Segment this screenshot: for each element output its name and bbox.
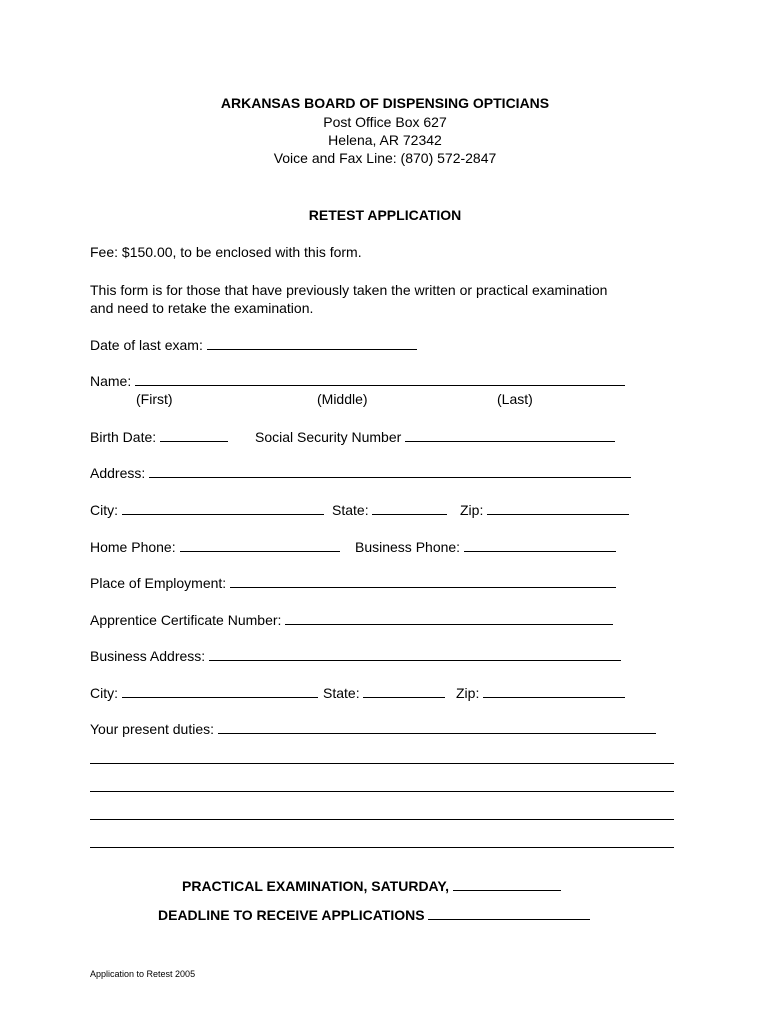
deadline-row (158, 906, 590, 923)
place-employment-label: Place of Employment: (90, 575, 227, 591)
state-field[interactable] (372, 501, 447, 515)
business-address-field[interactable] (209, 647, 621, 661)
city2-field[interactable] (122, 684, 318, 698)
name-row (90, 372, 625, 389)
place-employment-field[interactable] (230, 574, 616, 588)
intro-line2: and need to retake the examination. (90, 300, 314, 316)
name-first-caption: (First) (136, 391, 173, 407)
city2-label: City: (90, 685, 118, 701)
birth-date-row (90, 428, 228, 445)
duties-line-5[interactable] (90, 847, 674, 848)
footer-text: Application to Retest 2005 (90, 969, 196, 979)
city-field[interactable] (122, 501, 324, 515)
address-field[interactable] (149, 464, 631, 478)
home-phone-field[interactable] (180, 538, 340, 552)
zip2-field[interactable] (483, 684, 625, 698)
ssn-label: Social Security Number (255, 429, 402, 445)
date-last-exam-row (90, 336, 417, 353)
intro-line1: This form is for those that have previously taken the written or practical examination (90, 282, 608, 298)
org-address-line2: Helena, AR 72342 (328, 132, 442, 148)
address-row (90, 464, 631, 481)
deadline-date-field[interactable] (428, 906, 590, 920)
city2-row (90, 684, 318, 701)
business-address-label: Business Address: (90, 648, 206, 664)
form-title: RETEST APPLICATION (308, 207, 462, 223)
org-address-line1: Post Office Box 627 (323, 114, 447, 130)
apprentice-cert-field[interactable] (285, 611, 613, 625)
deadline-label: DEADLINE TO RECEIVE APPLICATIONS (158, 907, 425, 923)
apprentice-cert-label: Apprentice Certificate Number: (90, 612, 282, 628)
duties-line-3[interactable] (90, 791, 674, 792)
org-name: ARKANSAS BOARD OF DISPENSING OPTICIANS (220, 95, 550, 111)
business-address-row (90, 647, 621, 664)
duties-line-2[interactable] (90, 763, 674, 764)
zip-row (460, 501, 629, 518)
name-middle-caption: (Middle) (317, 391, 368, 407)
business-phone-label: Business Phone: (355, 539, 461, 555)
duties-row (90, 720, 656, 737)
fee-text: Fee: $150.00, to be enclosed with this form. (90, 244, 362, 260)
home-phone-row (90, 538, 340, 555)
city-row (90, 501, 324, 518)
address-label: Address: (90, 465, 146, 481)
place-employment-row (90, 574, 616, 591)
state2-label: State: (323, 685, 360, 701)
name-last-caption: (Last) (497, 391, 533, 407)
name-label: Name: (90, 373, 132, 389)
ssn-row (255, 428, 615, 445)
home-phone-label: Home Phone: (90, 539, 176, 555)
duties-line-4[interactable] (90, 819, 674, 820)
duties-field[interactable] (218, 720, 656, 734)
business-phone-field[interactable] (464, 538, 616, 552)
date-last-exam-field[interactable] (207, 336, 417, 350)
ssn-field[interactable] (405, 428, 615, 442)
practical-exam-row (182, 877, 561, 894)
org-phone: Voice and Fax Line: (870) 572-2847 (273, 150, 497, 166)
apprentice-cert-row (90, 611, 613, 628)
birth-date-field[interactable] (160, 428, 228, 442)
zip2-label: Zip: (456, 685, 480, 701)
practical-exam-date-field[interactable] (453, 877, 561, 891)
date-last-exam-label: Date of last exam: (90, 337, 203, 353)
birth-date-label: Birth Date: (90, 429, 157, 445)
name-field[interactable] (135, 372, 625, 386)
zip-label: Zip: (460, 502, 484, 518)
zip2-row (456, 684, 625, 701)
state2-field[interactable] (363, 684, 445, 698)
state-row (332, 501, 447, 518)
practical-exam-label: PRACTICAL EXAMINATION, SATURDAY, (182, 878, 450, 894)
city-label: City: (90, 502, 118, 518)
state2-row (323, 684, 445, 701)
business-phone-row (355, 538, 616, 555)
state-label: State: (332, 502, 369, 518)
duties-label: Your present duties: (90, 721, 215, 737)
zip-field[interactable] (487, 501, 629, 515)
